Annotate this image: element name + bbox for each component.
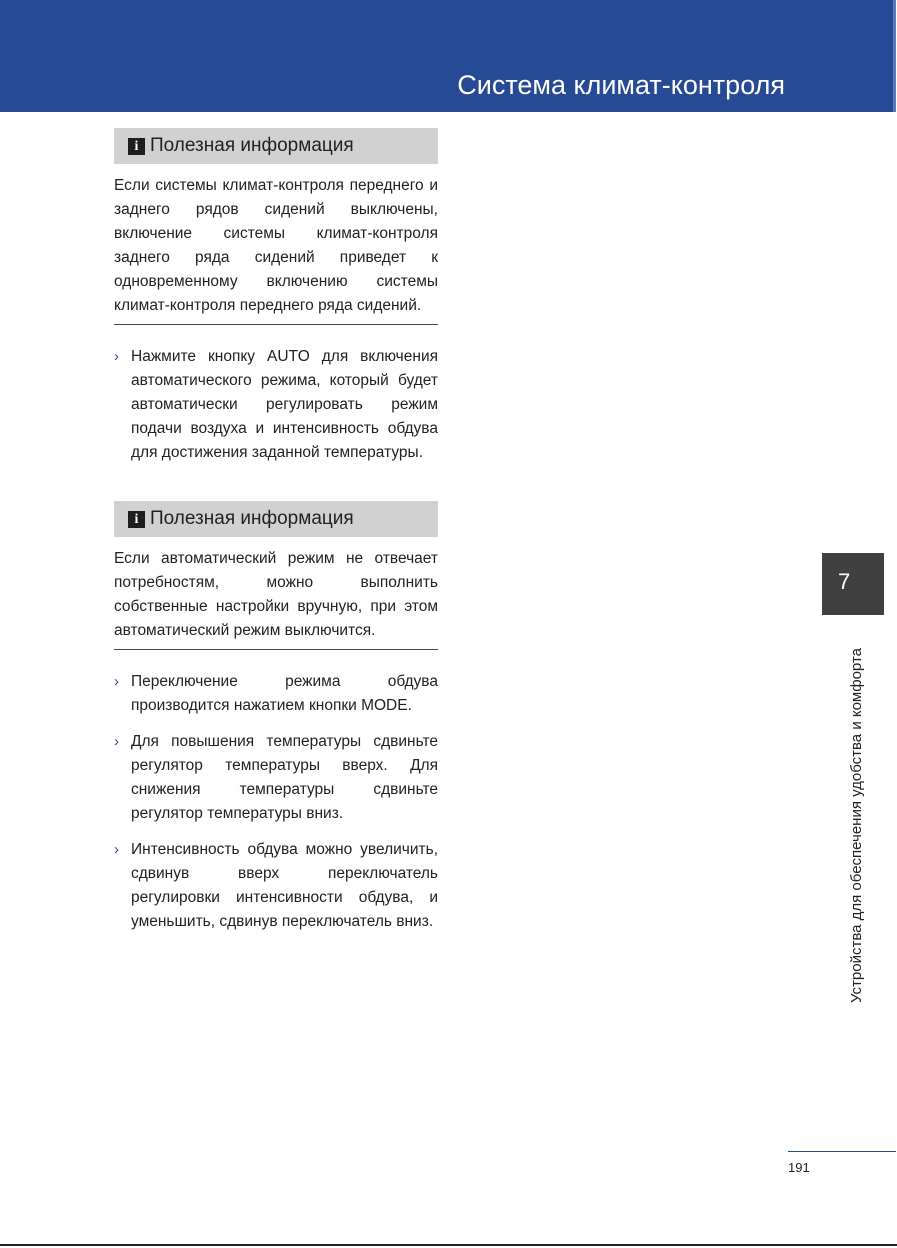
page-content: [114, 128, 438, 934]
chevron-right-icon: ›: [114, 733, 119, 750]
list-item: [114, 730, 438, 826]
chevron-right-icon: ›: [114, 673, 119, 690]
list-item: [114, 670, 438, 718]
info-box-heading-text: Полезная информация: [150, 135, 354, 156]
info-box-text: Если автоматический режим не отвечает потребностям, можно выполнить собственные настройки вручную, при этом автоматический режим выключится.: [114, 547, 438, 650]
list-item: [114, 838, 438, 934]
chapter-title: Устройства для обеспечения удобства и комфорта: [848, 648, 865, 1003]
info-box-heading: [114, 501, 438, 537]
info-box: [114, 128, 438, 325]
page-header: [0, 0, 896, 112]
page-number-rule: [788, 1151, 896, 1152]
chevron-right-icon: ›: [114, 841, 119, 858]
info-box-text: Если системы климат-контроля переднего и заднего рядов сидений выключены, включение системы климат-контроля заднего ряда сидений приведет к одновременному включению системы климат-контроля переднего ряда сидений.: [114, 174, 438, 325]
list-item: [114, 345, 438, 465]
info-icon: i: [128, 511, 145, 528]
info-box-heading: [114, 128, 438, 164]
list-item-text: Для повышения температуры сдвиньте регулятор температуры вверх. Для снижения температуры сдвиньте регулятор температуры вниз.: [131, 733, 438, 822]
info-icon: i: [128, 138, 145, 155]
list-item-text: Переключение режима обдува производится нажатием кнопки MODE.: [131, 673, 438, 714]
bottom-divider: [0, 1244, 897, 1246]
chapter-number-tab: 7: [822, 553, 884, 615]
info-box-heading-text: Полезная информация: [150, 508, 354, 529]
list-item-text: Нажмите кнопку AUTO для включения автоматического режима, который будет автоматически регулировать режим подачи воздуха и интенсивность обдува для достижения заданной температуры.: [131, 348, 438, 461]
section-title: Система климат-контроля: [457, 70, 785, 100]
chevron-right-icon: ›: [114, 348, 119, 365]
page-number: 191: [788, 1160, 810, 1175]
list-item-text: Интенсивность обдува можно увеличить, сдвинув вверх переключатель регулировки интенсивности обдува, и уменьшить, сдвинув переключатель вниз.: [131, 841, 438, 930]
info-box: [114, 501, 438, 650]
